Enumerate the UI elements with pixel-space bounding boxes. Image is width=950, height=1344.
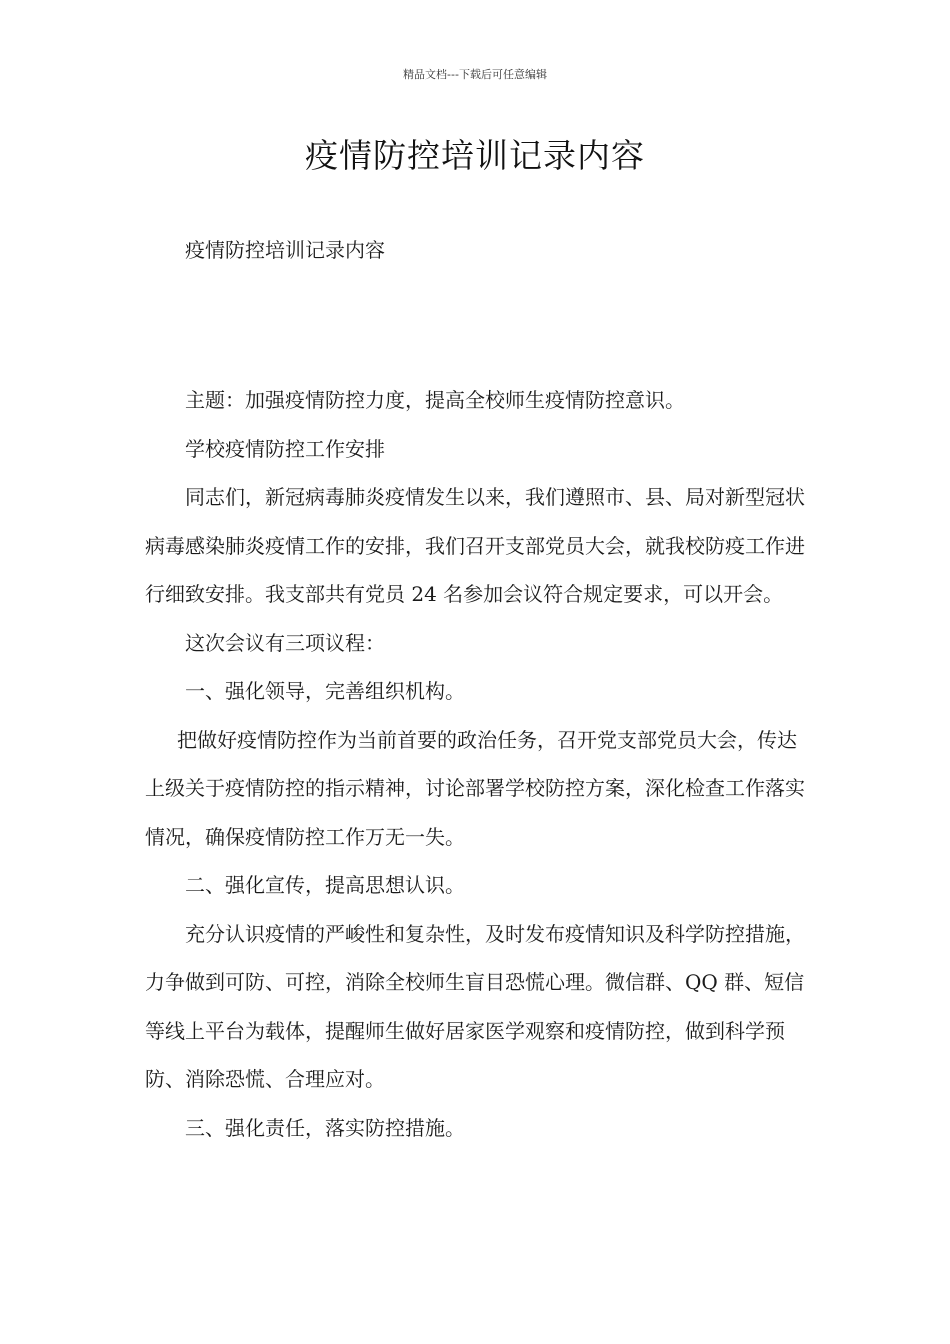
paragraph-arrangement-heading: 学校疫情防控工作安排 (185, 436, 385, 461)
paragraph-theme: 主题：加强疫情防控力度，提高全校师生疫情防控意识。 (185, 388, 685, 412)
document-subtitle-block (145, 226, 815, 275)
paragraph-section-three-heading: 三、强化责任，落实防控措施。 (185, 1115, 465, 1140)
document-body (145, 376, 815, 1152)
paragraph-section-two-heading: 二、强化宣传，提高思想认识。 (185, 873, 465, 897)
paragraph-section-one-heading: 一、强化领导，完善组织机构。 (185, 679, 465, 703)
paragraph-section-one-body: 把做好疫情防控作为当前首要的政治任务，召开党支部党员大会，传达上级关于疫情防控的指示精神，讨论部署学校防控方案，深化检查工作落实情况，确保疫情防控工作万无一失。 (145, 727, 805, 849)
document-title: 疫情防控培训记录内容 (305, 136, 645, 175)
document-subtitle: 疫情防控培训记录内容 (185, 238, 385, 262)
paragraph-section-two-body: 充分认识疫情的严峻性和复杂性，及时发布疫情知识及科学防控措施，力争做到可防、可控，消除全校师生盲目恐慌心理。微信群、QQ 群、短信等线上平台为载体，提醒师生做好居家医学观察和疫情防控，做到科学预防、消除恐慌、合理应对。 (145, 921, 805, 1091)
header-note: 精品文档---下载后可任意编辑 (403, 68, 547, 81)
paragraph-agenda: 这次会议有三项议程： (185, 630, 385, 655)
paragraph-intro: 同志们，新冠病毒肺炎疫情发生以来，我们遵照市、县、局对新型冠状病毒感染肺炎疫情工作的安排，我们召开支部党员大会，就我校防疫工作进行细致安排。我支部共有党员 24 名参加会议符合规定要求，可以开会。 (145, 485, 805, 606)
